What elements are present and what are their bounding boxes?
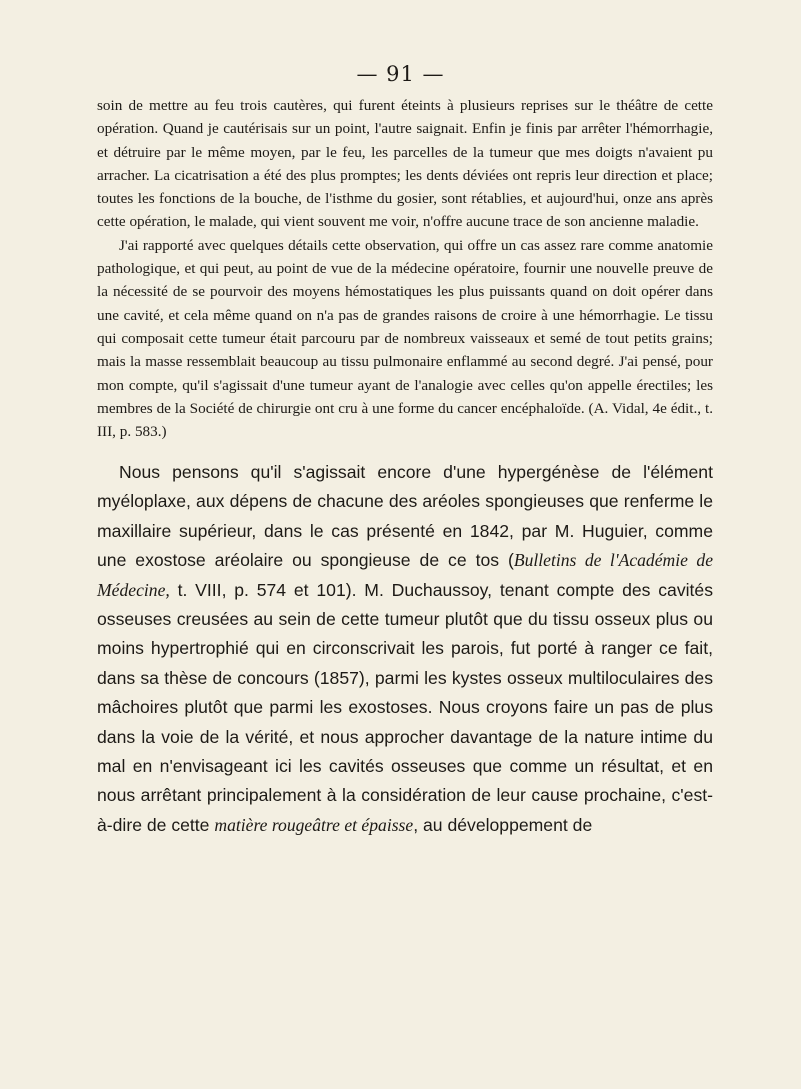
- commentary-paragraph: J'ai rapporté avec quelques détails cette observation, qui offre un cas assez rare comme anatomie pathologique, et qui peut, au point de vue de la médecine opératoire, fournir une nouvelle preuve de la nécessité de se pourvoir des moyens hémostatiques les plus puissants quand on doit opérer dans une cavité, et cela même quand on n'a pas de grandes raisons de croire à une hémorrhagie. Le tissu qui composait cette tumeur était parcouru par de nombreux vaisseaux et semé de tout petits grains; mais la masse ressemblait beaucoup au tissu pulmonaire enflammé au second degré. J'ai pensé, pour mon compte, qu'il s'agissait d'une tumeur ayant de l'analogie avec celles qu'on appelle érectiles; les membres de la Société de chirurgie ont cru à une forme du cancer encéphaloïde. (A. Vidal, 4e édit., t. III, p. 583.): [97, 236, 713, 441]
- page-number: — 91 —: [356, 62, 445, 86]
- observation-paragraph: soin de mettre au feu trois cautères, qui furent éteints à plusieurs reprises sur le théâtre de cette opération. Quand je cautérisais sur un point, l'autre saignait. Enfin je finis par arrêter l'hémorrhagie, et détruire par le même moyen, par le feu, les parcelles de la tumeur que mes doigts n'avaient pu arracher. La cicatrisation a été des plus promptes; les dents déviées ont repris leur direction et place; toutes les fonctions de la bouche, de l'isthme du gosier, sont rétablies, et aujourd'hui, onze ans après cette opération, le malade, qui vient souvent me voir, n'offre aucune trace de son ancienne maladie.: [97, 97, 713, 231]
- body-paragraph: [97, 458, 713, 840]
- small-print-block: [97, 94, 713, 443]
- body-text-block: [97, 458, 713, 840]
- body-text-part: Nous pensons qu'il s'agissait encore d'une hypergénèse de l'élément myéloplaxe, aux dépens de chacune des aréoles spongieuses que renferme le maxillaire supérieur, dans le cas présenté en 1842, par M. Huguier, comme une exostose aréolaire ou spongieuse de ce tos (: [97, 462, 713, 571]
- body-text-part: t. VIII, p. 574 et 101). M. Duchaussoy, tenant compte des cavités osseuses creusées au sein de cette tumeur plutôt que du tissu osseux plus ou moins hypertrophié qui en circonscrivait les parois, fut porté à ranger ce fait, dans sa thèse de concours (1857), parmi les kystes osseux multiloculaires des mâchoires plutôt que parmi les exostoses. Nous croyons faire un pas de plus dans la voie de la vérité, et nous approcher davantage de la nature intime du mal en n'envisageant ici les cavités osseuses que comme un résultat, et en nous arrêtant principalement à la considération de leur cause prochaine, c'est-à-dire de cette: [97, 579, 713, 835]
- body-text-part: , au développement de: [413, 814, 593, 835]
- journal-title: Bulletins de l'Académie de Médecine,: [97, 550, 714, 600]
- emphasized-phrase: matière rougeâtre et épaisse: [214, 814, 414, 835]
